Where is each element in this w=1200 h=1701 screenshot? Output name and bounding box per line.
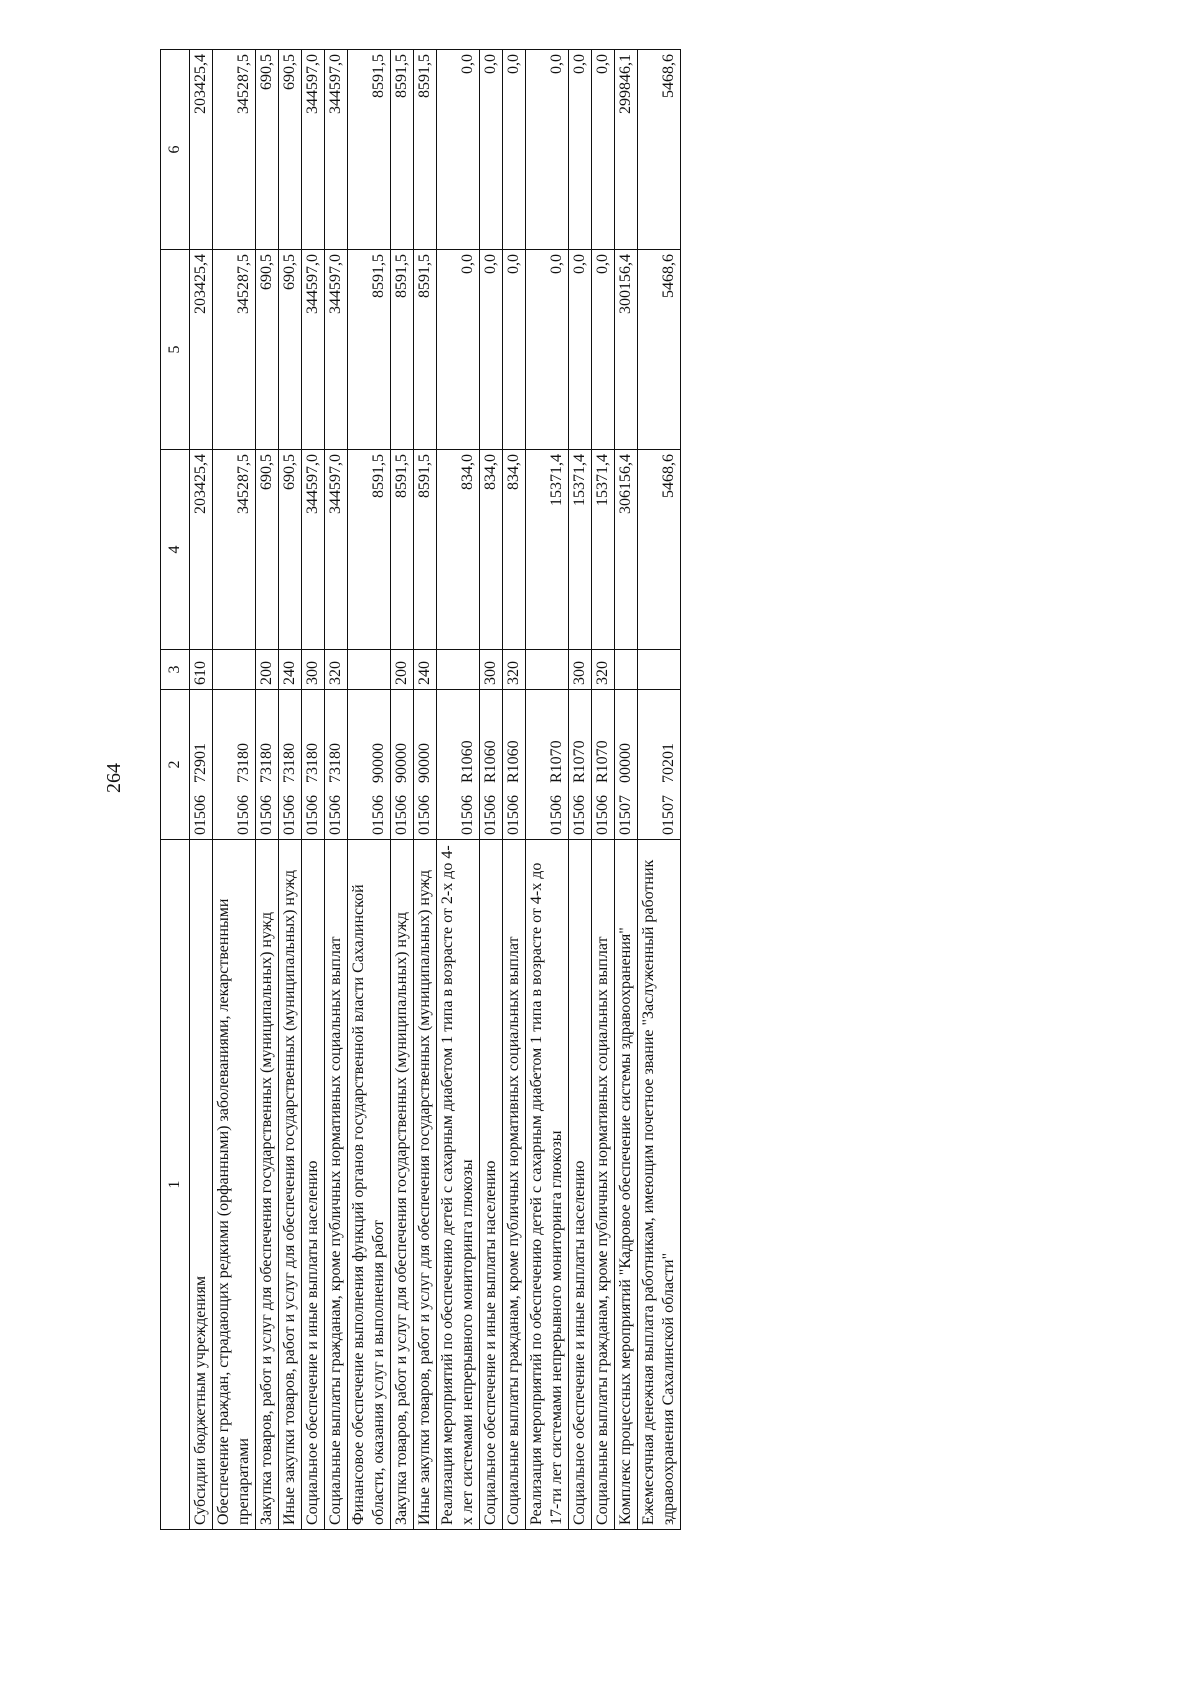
row-value-col-5: 344597,0 xyxy=(302,250,325,450)
row-value-col-4: 306156,4 xyxy=(615,450,638,650)
row-code xyxy=(325,690,348,840)
page-number: 264 xyxy=(103,763,125,793)
table-row xyxy=(302,50,325,1530)
row-value-col-6: 299846,1 xyxy=(615,50,638,250)
row-value-col-4: 203425,4 xyxy=(190,450,213,650)
row-value-col-5: 300156,4 xyxy=(615,250,638,450)
row-code-program: 01506 xyxy=(482,795,499,835)
header-col-3: 3 xyxy=(161,650,190,690)
row-code xyxy=(569,690,592,840)
row-code xyxy=(391,690,414,840)
row-value-col-4: 834,0 xyxy=(480,450,503,650)
row-value-col-4: 345287,5 xyxy=(213,450,256,650)
row-code xyxy=(414,690,437,840)
row-name: Комплекс процессных мероприятий "Кадровое обеспечение системы здравоохранения" xyxy=(615,840,638,1530)
row-name: Иные закупки товаров, работ и услуг для обеспечения государственных (муниципальных) нужд xyxy=(279,840,302,1530)
row-name: Закупка товаров, работ и услуг для обеспечения государственных (муниципальных) нужд xyxy=(391,840,414,1530)
row-code xyxy=(437,690,480,840)
row-value-col-5: 345287,5 xyxy=(213,250,256,450)
table-row xyxy=(437,50,480,1530)
row-value-col-4: 690,5 xyxy=(256,450,279,650)
row-code-direction: R1070 xyxy=(571,740,588,783)
row-expense-type xyxy=(615,650,638,690)
row-code-direction: 90000 xyxy=(416,743,433,783)
row-code xyxy=(480,690,503,840)
row-name: Социальные выплаты гражданам, кроме публичных нормативных социальных выплат xyxy=(592,840,615,1530)
row-name: Социальное обеспечение и иные выплаты населению xyxy=(569,840,592,1530)
row-code-direction: R1060 xyxy=(482,740,499,783)
row-code-direction: 73180 xyxy=(327,743,344,783)
row-value-col-4: 5468,6 xyxy=(638,450,681,650)
row-code xyxy=(256,690,279,840)
row-code xyxy=(348,690,391,840)
row-code-program: 01506 xyxy=(281,795,298,835)
row-value-col-4: 8591,5 xyxy=(414,450,437,650)
header-col-5: 5 xyxy=(161,250,190,450)
row-code-program: 01506 xyxy=(393,795,410,835)
row-expense-type: 320 xyxy=(503,650,526,690)
row-value-col-4: 8591,5 xyxy=(348,450,391,650)
row-value-col-4: 834,0 xyxy=(503,450,526,650)
row-expense-type xyxy=(638,650,681,690)
row-expense-type: 320 xyxy=(325,650,348,690)
row-value-col-6: 0,0 xyxy=(480,50,503,250)
row-code-program: 01506 xyxy=(548,795,565,835)
table-row xyxy=(592,50,615,1530)
row-value-col-6: 0,0 xyxy=(592,50,615,250)
row-code-program: 01506 xyxy=(370,795,387,835)
row-code-program: 01506 xyxy=(327,795,344,835)
row-value-col-4: 15371,4 xyxy=(526,450,569,650)
row-value-col-4: 344597,0 xyxy=(325,450,348,650)
row-value-col-5: 8591,5 xyxy=(414,250,437,450)
row-value-col-4: 834,0 xyxy=(437,450,480,650)
header-col-1: 1 xyxy=(161,840,190,1530)
row-value-col-6: 345287,5 xyxy=(213,50,256,250)
row-code xyxy=(279,690,302,840)
row-code-program: 01506 xyxy=(594,795,611,835)
row-code xyxy=(638,690,681,840)
row-code-program: 01506 xyxy=(505,795,522,835)
row-expense-type: 300 xyxy=(480,650,503,690)
row-name: Обеспечение граждан, страдающих редкими (орфанными) заболеваниями, лекарственными препаратами xyxy=(213,840,256,1530)
row-value-col-5: 0,0 xyxy=(437,250,480,450)
table-body xyxy=(190,50,681,1530)
row-expense-type: 300 xyxy=(302,650,325,690)
row-value-col-4: 15371,4 xyxy=(569,450,592,650)
table-row xyxy=(190,50,213,1530)
row-expense-type: 300 xyxy=(569,650,592,690)
row-code-direction: 72901 xyxy=(192,743,209,783)
row-code-direction: 70201 xyxy=(660,743,677,783)
row-code-direction: 73180 xyxy=(281,743,298,783)
row-value-col-6: 8591,5 xyxy=(348,50,391,250)
row-code-direction: R1060 xyxy=(459,740,476,783)
row-expense-type xyxy=(526,650,569,690)
row-code-program: 01506 xyxy=(416,795,433,835)
row-value-col-6: 5468,6 xyxy=(638,50,681,250)
row-name: Социальные выплаты гражданам, кроме публичных нормативных социальных выплат xyxy=(325,840,348,1530)
row-expense-type: 200 xyxy=(391,650,414,690)
row-expense-type: 610 xyxy=(190,650,213,690)
row-value-col-5: 5468,6 xyxy=(638,250,681,450)
table-row xyxy=(391,50,414,1530)
row-value-col-5: 0,0 xyxy=(503,250,526,450)
row-expense-type xyxy=(213,650,256,690)
rotated-page xyxy=(160,50,1040,1530)
row-code xyxy=(302,690,325,840)
row-code-program: 01507 xyxy=(617,795,634,835)
table-row xyxy=(279,50,302,1530)
row-code xyxy=(190,690,213,840)
table-row xyxy=(569,50,592,1530)
row-code-direction: 73180 xyxy=(235,743,252,783)
row-code-program: 01506 xyxy=(258,795,275,835)
row-expense-type xyxy=(437,650,480,690)
row-code-program: 01506 xyxy=(192,795,209,835)
row-value-col-6: 0,0 xyxy=(569,50,592,250)
row-value-col-6: 690,5 xyxy=(279,50,302,250)
row-value-col-5: 690,5 xyxy=(279,250,302,450)
table-row xyxy=(615,50,638,1530)
row-value-col-5: 0,0 xyxy=(526,250,569,450)
row-code-program: 01506 xyxy=(235,795,252,835)
row-value-col-5: 0,0 xyxy=(569,250,592,450)
row-value-col-6: 0,0 xyxy=(526,50,569,250)
row-value-col-5: 8591,5 xyxy=(391,250,414,450)
row-code xyxy=(213,690,256,840)
row-value-col-4: 690,5 xyxy=(279,450,302,650)
row-expense-type: 320 xyxy=(592,650,615,690)
row-code-direction: 90000 xyxy=(393,743,410,783)
row-value-col-5: 344597,0 xyxy=(325,250,348,450)
row-value-col-5: 690,5 xyxy=(256,250,279,450)
row-expense-type: 200 xyxy=(256,650,279,690)
table-row xyxy=(503,50,526,1530)
row-code-program: 01506 xyxy=(304,795,321,835)
row-name: Иные закупки товаров, работ и услуг для обеспечения государственных (муниципальных) нужд xyxy=(414,840,437,1530)
row-value-col-4: 8591,5 xyxy=(391,450,414,650)
row-value-col-6: 8591,5 xyxy=(391,50,414,250)
row-name: Социальное обеспечение и иные выплаты населению xyxy=(302,840,325,1530)
row-name: Реализация мероприятий по обеспечению детей с сахарным диабетом 1 типа в возрасте от 2-х до 4-х лет системами непрерывного мониторинга глюкозы xyxy=(437,840,480,1530)
header-col-6: 6 xyxy=(161,50,190,250)
budget-table xyxy=(160,49,681,1530)
row-name: Ежемесячная денежная выплата работникам, имеющим почетное звание "Заслуженный работник здравоохранения Сахалинской области" xyxy=(638,840,681,1530)
row-name: Социальное обеспечение и иные выплаты населению xyxy=(480,840,503,1530)
row-value-col-4: 344597,0 xyxy=(302,450,325,650)
row-value-col-5: 0,0 xyxy=(592,250,615,450)
header-col-4: 4 xyxy=(161,450,190,650)
row-code-direction: 73180 xyxy=(304,743,321,783)
row-code-direction: R1070 xyxy=(548,740,565,783)
row-expense-type: 240 xyxy=(414,650,437,690)
row-code-direction: R1070 xyxy=(594,740,611,783)
row-code-program: 01506 xyxy=(571,795,588,835)
row-value-col-6: 344597,0 xyxy=(325,50,348,250)
header-col-2: 2 xyxy=(161,690,190,840)
row-name: Финансовое обеспечение выполнения функций органов государственной власти Сахалинской области, оказания услуг и выполнения работ xyxy=(348,840,391,1530)
row-code-direction: R1060 xyxy=(505,740,522,783)
row-code xyxy=(526,690,569,840)
row-code xyxy=(503,690,526,840)
table-row xyxy=(256,50,279,1530)
row-code-program: 01507 xyxy=(660,795,677,835)
row-code-direction: 73180 xyxy=(258,743,275,783)
row-code-program: 01506 xyxy=(459,795,476,835)
table-row xyxy=(638,50,681,1530)
row-name: Субсидии бюджетным учреждениям xyxy=(190,840,213,1530)
row-code xyxy=(615,690,638,840)
row-value-col-6: 0,0 xyxy=(503,50,526,250)
row-value-col-5: 203425,4 xyxy=(190,250,213,450)
row-code xyxy=(592,690,615,840)
row-value-col-5: 8591,5 xyxy=(348,250,391,450)
row-expense-type: 240 xyxy=(279,650,302,690)
row-name: Реализация мероприятий по обеспечению детей с сахарным диабетом 1 типа в возрасте от 4-х до 17-ти лет системами непрерывного мониторинга глюкозы xyxy=(526,840,569,1530)
row-value-col-6: 8591,5 xyxy=(414,50,437,250)
header-row xyxy=(161,50,190,1530)
table-row xyxy=(480,50,503,1530)
table-row xyxy=(414,50,437,1530)
row-value-col-4: 15371,4 xyxy=(592,450,615,650)
row-value-col-6: 203425,4 xyxy=(190,50,213,250)
row-value-col-6: 690,5 xyxy=(256,50,279,250)
row-value-col-6: 344597,0 xyxy=(302,50,325,250)
row-name: Социальные выплаты гражданам, кроме публичных нормативных социальных выплат xyxy=(503,840,526,1530)
row-value-col-6: 0,0 xyxy=(437,50,480,250)
row-expense-type xyxy=(348,650,391,690)
row-name: Закупка товаров, работ и услуг для обеспечения государственных (муниципальных) нужд xyxy=(256,840,279,1530)
table-row xyxy=(325,50,348,1530)
row-value-col-5: 0,0 xyxy=(480,250,503,450)
row-code-direction: 00000 xyxy=(617,743,634,783)
row-code-direction: 90000 xyxy=(370,743,387,783)
table-row xyxy=(526,50,569,1530)
table-row xyxy=(348,50,391,1530)
table-row xyxy=(213,50,256,1530)
